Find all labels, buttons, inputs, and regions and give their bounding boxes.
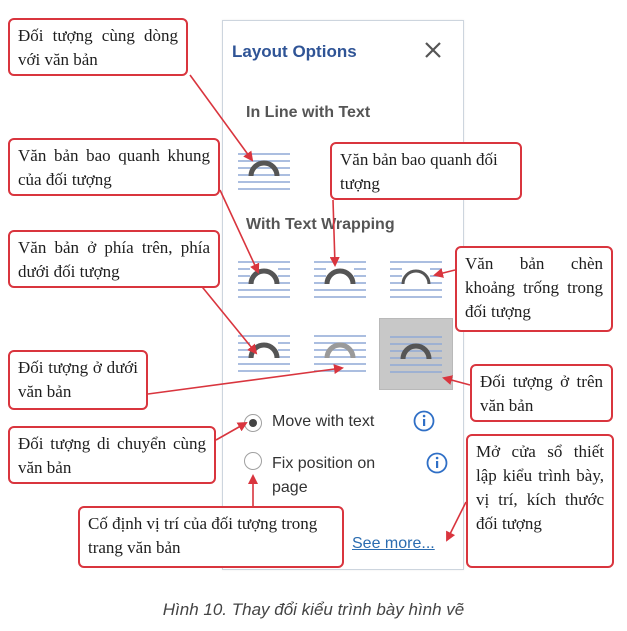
move-with-text-label[interactable]: Move with text [272,413,375,430]
arrow-square [220,190,258,272]
arrow-dialog [447,502,466,540]
callout-fix: Cố định vị trí của đối tượng trong trang văn bản [78,506,344,568]
callout-inline: Đối tượng cùng dòng với văn bản [8,18,188,76]
callout-move: Đối tượng di chuyển cùng văn bản [8,426,216,484]
arrow-front [444,378,470,385]
callout-dialog: Mở cửa sổ thiết lập kiểu trình bày, vị trí, kích thước đối tượng [466,434,614,568]
callout-front: Đối tượng ở trên văn bản [470,364,613,422]
callout-through: Văn bản chèn khoảng trống trong đối tượng [455,246,613,332]
arrow-tight [333,200,335,265]
arrow-move [216,423,246,440]
arrow-through [435,270,455,275]
in-line-heading: In Line with Text [246,104,371,121]
panel-title: Layout Options [232,42,357,61]
callout-tight: Văn bản bao quanh đối tượng [330,142,522,200]
figure-caption: Hình 10. Thay đổi kiểu trình bày hình vẽ [162,600,465,619]
callout-square: Văn bản bao quanh khung của đối tượng [8,138,220,196]
wrapping-heading: With Text Wrapping [246,216,395,233]
callout-behind: Đối tượng ở dưới văn bản [8,350,148,410]
fix-position-label[interactable]: Fix position on page [272,455,376,496]
see-more-link[interactable]: See more... [352,535,435,552]
callout-top-bottom: Văn bản ở phía trên, phía dưới đối tượng [8,230,220,288]
arrow-behind [148,368,342,394]
